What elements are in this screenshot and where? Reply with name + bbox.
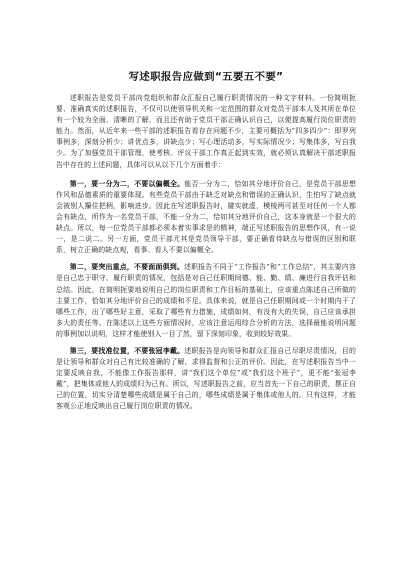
document-title: 写述职报告应做到“五要五不要”	[128, 71, 284, 83]
intro-paragraph: 述职报告是党员干部向党组织和群众汇报自己履行职责情况的一种文字材料。一份简明扼要、准确真实的述职报告，不仅可以使领导机关和一定范围的群众对党员干部本人及其所在单位有一个较为全面、清晰的了解，而且还有助于党员干部正确认识自己，以便提高履行岗位职责的能力。然而，从近年来一些干部的述职报告看存在问题不少，主要可概括为“四多四少”：即罗列事例多，深刻分析少；讲优点多，讲缺点少；写心理活动多，写实际情况少；写集体多，写自我少。为了加强党员干部管理，使考核、评议干部工作真正起到实效，就必须认真解决干部述职报告中存在的上述问题，具体可以从以下几个方面着手：	[56, 94, 356, 169]
section-body-2: 述职报告不同于“工作报告”和“工作总结”，其主要内容是自己忠于职守、履行职责的情况，包括是对自己任职期间德、能、勤、绩、廉进行自我评估和总结。因此，在简明扼要地说明自己的岗位职责和工作目标的基础上，应该重点陈述自己所做的主要工作，恰如其分地评价自己的成绩和不足。具体来说，就是自己任职期间或一个时期内干了哪些工作，出了哪些好主意，采取了哪些有力措施，成绩如何，有没有大的失误，自己应该承担多大的责任等。在陈述以上这些方面情况时，应该注意运用综合分析的方法，选择最能说明问题的事例加以说明，这样才能使别人一目了然，留下深刻印象，收到较好效果。	[56, 263, 356, 338]
section-paragraph-2	[56, 262, 356, 340]
section-paragraph-1	[56, 179, 356, 257]
section-heading-2: 第二，要突出重点，不要面面俱到。	[69, 263, 184, 272]
section-paragraph-3	[56, 346, 356, 413]
section-body-3: 述职报告是向领导和群众汇报自己尽职尽责情况，目的是让领导和群众对自己有比较准确的了解，求得监督和公正的评价。因此，在写述职报告当中一定要反映自我，不能像工作报告那样，讲“我们这个单位”或“我们这个班子”，更不能“张冠李戴”，把集体或他人的成绩归为己有。所以，写述职报告之前，应当首先一下自己的职责，摆正自己的位置，切实分清楚哪些成绩是属于自己的，哪些成绩是属于集体或他人的。只有这样，才能客观公正地反映出自己履行岗位职责的情况。	[56, 346, 356, 411]
section-heading-3: 第三，要找准位置，不要张冠李戴。	[69, 346, 185, 355]
section-heading-1: 第一，要一分为二，不要以偏概全。	[69, 179, 185, 188]
section-body-1: 能否一分为二，恰如其分地评价自己，是党员干部思想作风和品德素质的重要体现。有些党员干部由于缺乏对缺点和错误的正确认识，生怕写了缺点就会被别人攥住把柄，影响进步。因此在写述职报告时，避实就虚，模棱两可甚至对任何一个人都会有缺点，所作为一名党员干部，不能一分为二，恰如其分地评价自己，这本身就是一个很大的缺点。所以，每一位党员干部都必须本着实事求是的精神，端正写述职报告的思想作风，有一说一，是二说二。另一方面，党员干部尤其是党员领导干部，要正确看待缺点与错误的区别和联系，树立正确的缺点观，看事、看人不要以偏概全。	[56, 179, 356, 255]
